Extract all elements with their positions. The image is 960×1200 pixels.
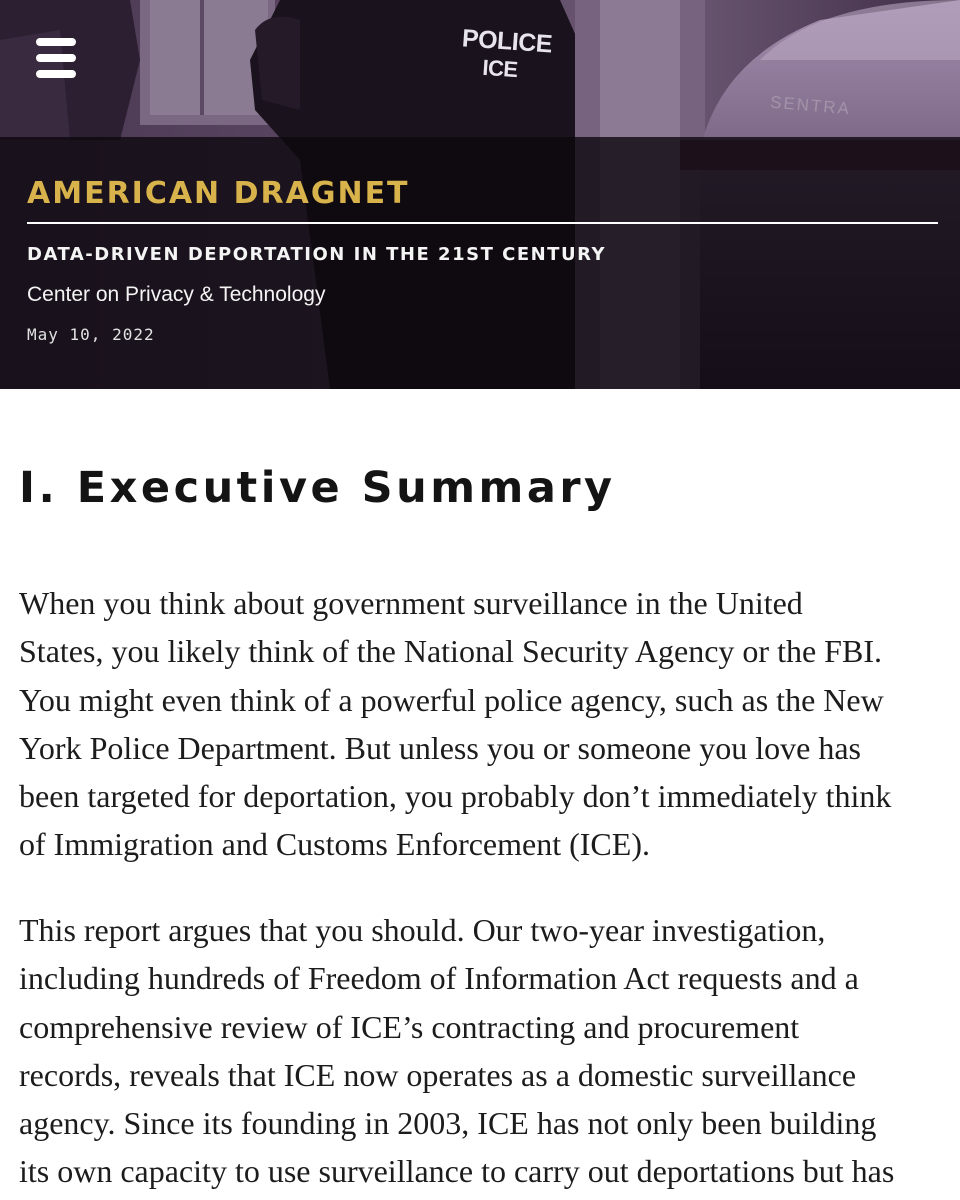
hamburger-menu-icon-bar [36, 38, 76, 46]
report-date: May 10, 2022 [27, 325, 155, 344]
paragraph-line: including hundreds of Freedom of Information Act requests and a [19, 960, 859, 997]
paragraph-line: agency. Since its founding in 2003, ICE has not only been building [19, 1105, 877, 1142]
hero-banner [0, 0, 960, 389]
paragraph-line: States, you likely think of the National Security Agency or the FBI. [19, 633, 882, 670]
car-badge: SENTRA [769, 92, 852, 119]
paragraph-line: comprehensive review of ICE’s contracting and procurement [19, 1008, 800, 1045]
menu-button[interactable] [36, 38, 78, 78]
paragraph-line: been targeted for deportation, you probably don’t immediately think [19, 778, 892, 815]
report-organization: Center on Privacy & Technology [27, 283, 326, 306]
vest-lettering [459, 24, 553, 84]
hamburger-menu-icon-bar [36, 70, 76, 78]
site-title[interactable]: AMERICAN DRAGNET [27, 176, 410, 211]
paragraph-line: of Immigration and Customs Enforcement (ICE). [19, 826, 650, 863]
paragraph-1 [19, 579, 891, 869]
vest-line-ice: ICE [481, 54, 519, 83]
paragraph-2 [19, 906, 894, 1196]
paragraph-line: records, reveals that ICE now operates as a domestic surveillance [19, 1056, 857, 1093]
title-divider [27, 222, 938, 224]
hamburger-menu-icon-bar [36, 54, 76, 62]
vest-line-police: POLICE [461, 24, 553, 59]
paragraph-line: You might even think of a powerful police agency, such as the New [19, 681, 884, 718]
paragraph-line: When you think about government surveillance in the United [19, 585, 803, 621]
report-subtitle: DATA-DRIVEN DEPORTATION IN THE 21ST CENTURY [27, 244, 606, 265]
paragraph-line: York Police Department. But unless you or someone you love has [19, 729, 861, 766]
section-heading: I. Executive Summary [19, 463, 616, 513]
paragraph-line: This report argues that you should. Our two-year investigation, [19, 912, 826, 948]
paragraph-line: its own capacity to use surveillance to carry out deportations but has [19, 1153, 895, 1190]
